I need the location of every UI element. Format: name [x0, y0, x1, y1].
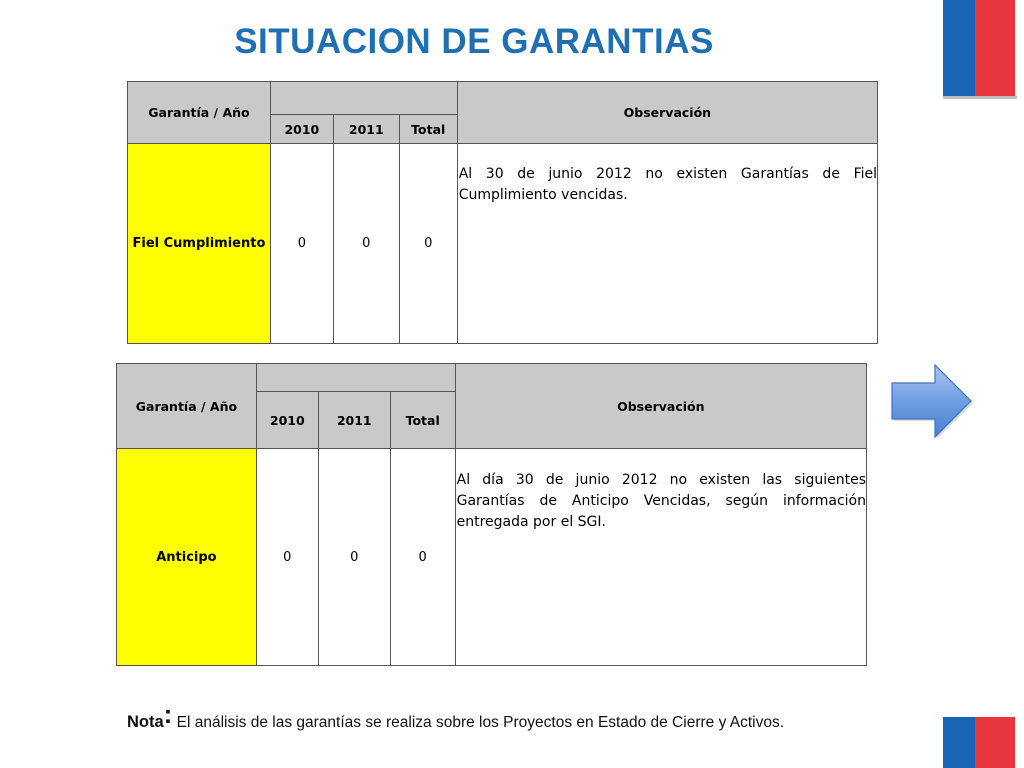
header-year-2011: 2011	[333, 115, 399, 144]
guarantee-table-fiel-cumplimiento	[127, 81, 878, 344]
flag-decoration-top	[943, 0, 1015, 96]
header-year-2010: 2010	[256, 392, 318, 449]
value-2010: 0	[256, 449, 318, 666]
observation-cell: Al día 30 de junio 2012 no existen las siguientes Garantías de Anticipo Vencidas, según información entregada por el SGI.	[455, 449, 866, 666]
header-observacion: Observación	[457, 82, 877, 144]
header-years-group	[270, 82, 457, 115]
right-arrow-icon[interactable]	[889, 362, 975, 447]
header-observacion: Observación	[455, 364, 866, 449]
category-cell: Fiel Cumplimiento	[128, 144, 271, 344]
header-garantia-ano: Garantía / Año	[117, 364, 257, 449]
note-text: El análisis de las garantías se realiza sobre los Proyectos en Estado de Cierre y Activos.	[172, 714, 785, 731]
observation-cell: Al 30 de junio 2012 no existen Garantías de Fiel Cumplimiento vencidas.	[457, 144, 877, 344]
value-2011: 0	[333, 144, 399, 344]
value-2011: 0	[318, 449, 390, 666]
header-years-group	[256, 364, 455, 392]
page-title: SITUACION DE GARANTIAS	[234, 22, 714, 61]
value-total: 0	[390, 449, 455, 666]
note-label: Nota	[127, 713, 164, 731]
header-garantia-ano: Garantía / Año	[128, 82, 271, 144]
guarantee-table-anticipo	[116, 363, 867, 666]
header-total: Total	[390, 392, 455, 449]
value-2010: 0	[270, 144, 333, 344]
note-footer	[127, 699, 785, 734]
note-colon: :	[163, 699, 173, 729]
category-cell: Anticipo	[117, 449, 257, 666]
header-total: Total	[399, 115, 457, 144]
header-year-2011: 2011	[318, 392, 390, 449]
value-total: 0	[399, 144, 457, 344]
flag-decoration-bottom	[943, 717, 1015, 768]
header-year-2010: 2010	[270, 115, 333, 144]
